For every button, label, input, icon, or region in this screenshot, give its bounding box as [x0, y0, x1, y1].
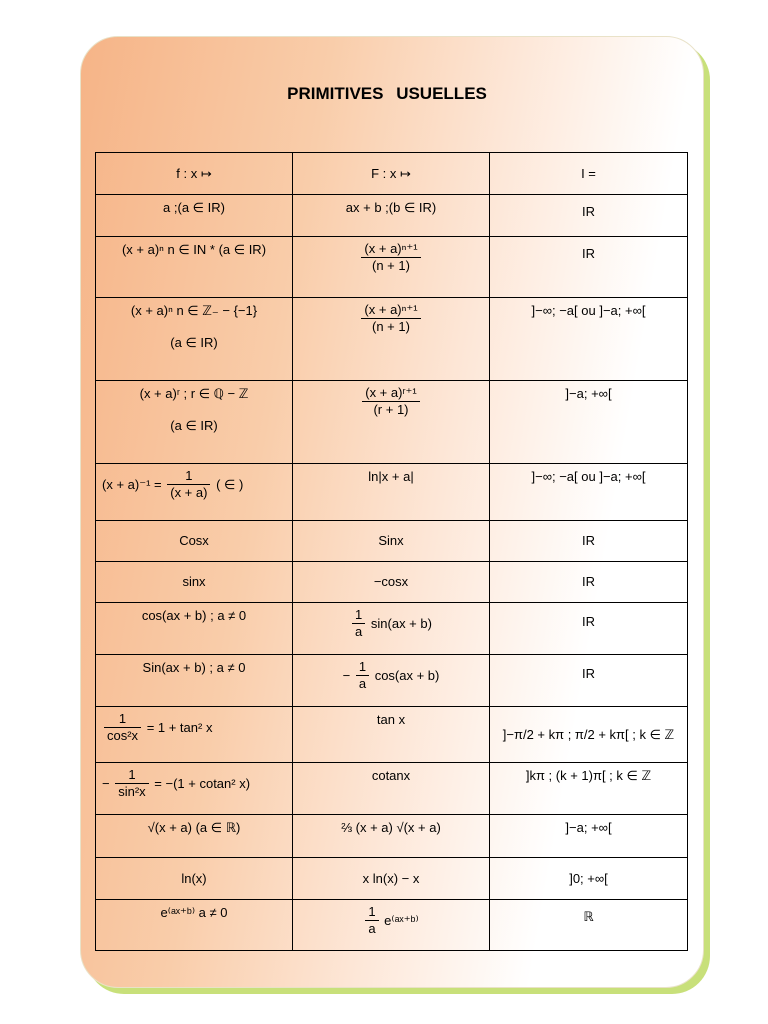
fraction-numerator: (x + a)ʳ⁺¹ [362, 385, 420, 402]
table-row [96, 562, 688, 603]
cell-I: IR [490, 603, 688, 655]
fraction-denominator: (x + a) [170, 485, 208, 500]
cell-F [293, 603, 490, 655]
cell-I: ]−a; +∞[ [490, 815, 688, 858]
cell-F: cotanx [293, 763, 490, 815]
table-row [96, 655, 688, 707]
cell-f-main: (x + a)ʳ ; r ∈ ℚ − ℤ [139, 386, 249, 401]
cell-I: ℝ [490, 900, 688, 951]
cell-F [293, 655, 490, 707]
table-row [96, 521, 688, 562]
cell-I: ]kπ ; (k + 1)π[ ; k ∈ ℤ [490, 763, 688, 815]
cell-F: ln|x + a| [293, 464, 490, 521]
cell-f-right: = −(1 + cotan² x) [154, 775, 251, 791]
cell-F-right: e⁽ᵃˣ⁺ᵇ⁾ [384, 912, 419, 928]
fraction-denominator: (n + 1) [372, 319, 410, 334]
fraction [115, 767, 148, 800]
cell-f-right: ( ∈ ) [216, 476, 244, 492]
fraction-numerator: 1 [115, 767, 148, 784]
table-row [96, 900, 688, 951]
table-header-row [96, 153, 688, 195]
cell-f: (x + a)ⁿ n ∈ IN * (a ∈ IR) [96, 237, 293, 298]
cell-I: IR [490, 562, 688, 603]
table-row [96, 707, 688, 763]
fraction [362, 385, 420, 418]
cell-I: ]−∞; −a[ ou ]−a; +∞[ [490, 298, 688, 381]
table-row [96, 603, 688, 655]
cell-f [96, 763, 293, 815]
cell-I: IR [490, 655, 688, 707]
cell-F: tan x [293, 707, 490, 763]
table-row [96, 381, 688, 464]
fraction-denominator: a [358, 676, 367, 691]
table-row [96, 195, 688, 237]
cell-I: ]0; +∞[ [490, 858, 688, 900]
fraction-denominator: cos²x [107, 728, 139, 743]
header-F: F : x ↦ [293, 153, 490, 195]
cell-f [96, 464, 293, 521]
table-row [96, 858, 688, 900]
cell-f: sinx [96, 562, 293, 603]
cell-F-right: sin(ax + b) [370, 615, 432, 631]
fraction-denominator: (n + 1) [372, 258, 410, 273]
fraction [356, 659, 369, 692]
table-row [96, 815, 688, 858]
fraction-numerator: (x + a)ⁿ⁺¹ [361, 302, 420, 319]
page-title: PRIMITIVES USUELLES [287, 84, 487, 103]
cell-f-left: − [102, 775, 110, 791]
cell-I: IR [490, 195, 688, 237]
fraction-denominator: (r + 1) [373, 402, 409, 417]
fraction [361, 302, 420, 335]
fraction-numerator: 1 [356, 659, 369, 676]
cell-F [293, 298, 490, 381]
table-row [96, 237, 688, 298]
fraction-numerator: 1 [365, 904, 378, 921]
fraction [352, 607, 365, 640]
cell-f: a ;(a ∈ IR) [96, 195, 293, 237]
cell-F: ax + b ;(b ∈ IR) [293, 195, 490, 237]
cell-F [293, 900, 490, 951]
cell-f-right: = 1 + tan² x [146, 719, 213, 735]
cell-F: −cosx [293, 562, 490, 603]
fraction [104, 711, 141, 744]
fraction [361, 241, 420, 274]
cell-I: ]−π/2 + kπ ; π/2 + kπ[ ; k ∈ ℤ [490, 707, 688, 763]
cell-f: cos(ax + b) ; a ≠ 0 [96, 603, 293, 655]
cell-f-main: (x + a)ⁿ n ∈ ℤ₋ − {−1} [130, 303, 258, 318]
cell-f: Cosx [96, 521, 293, 562]
fraction-denominator: a [368, 921, 376, 936]
cell-I: ]−∞; −a[ ou ]−a; +∞[ [490, 464, 688, 521]
cell-f [96, 707, 293, 763]
cell-I: IR [490, 521, 688, 562]
fraction-denominator: sin²x [118, 784, 146, 799]
cell-f [96, 298, 293, 381]
fraction-denominator: a [355, 624, 363, 639]
primitives-table [95, 152, 688, 951]
cell-I: ]−a; +∞[ [490, 381, 688, 464]
cell-f-left: (x + a)⁻¹ = [102, 476, 162, 492]
cell-F [293, 381, 490, 464]
cell-F-left: − [342, 667, 351, 683]
fraction-numerator: 1 [352, 607, 365, 624]
table-row [96, 763, 688, 815]
cell-f-condition: (a ∈ IR) [170, 335, 218, 350]
fraction-numerator: (x + a)ⁿ⁺¹ [361, 241, 420, 258]
cell-F-right: cos(ax + b) [374, 667, 440, 683]
cell-f-condition: (a ∈ IR) [170, 418, 218, 433]
cell-f [96, 381, 293, 464]
cell-f: e⁽ᵃˣ⁺ᵇ⁾ a ≠ 0 [96, 900, 293, 951]
fraction-numerator: 1 [104, 711, 141, 728]
table-row [96, 464, 688, 521]
header-f: f : x ↦ [96, 153, 293, 195]
table-row [96, 298, 688, 381]
cell-f: ln(x) [96, 858, 293, 900]
fraction [365, 904, 378, 937]
cell-F [293, 237, 490, 298]
cell-F: Sinx [293, 521, 490, 562]
cell-f: Sin(ax + b) ; a ≠ 0 [96, 655, 293, 707]
header-I: I = [490, 153, 688, 195]
cell-I: IR [490, 237, 688, 298]
fraction-numerator: 1 [167, 468, 210, 485]
cell-F: ⅔ (x + a) √(x + a) [293, 815, 490, 858]
cell-f: √(x + a) (a ∈ ℝ) [96, 815, 293, 858]
fraction [167, 468, 210, 501]
cell-F: x ln(x) − x [293, 858, 490, 900]
